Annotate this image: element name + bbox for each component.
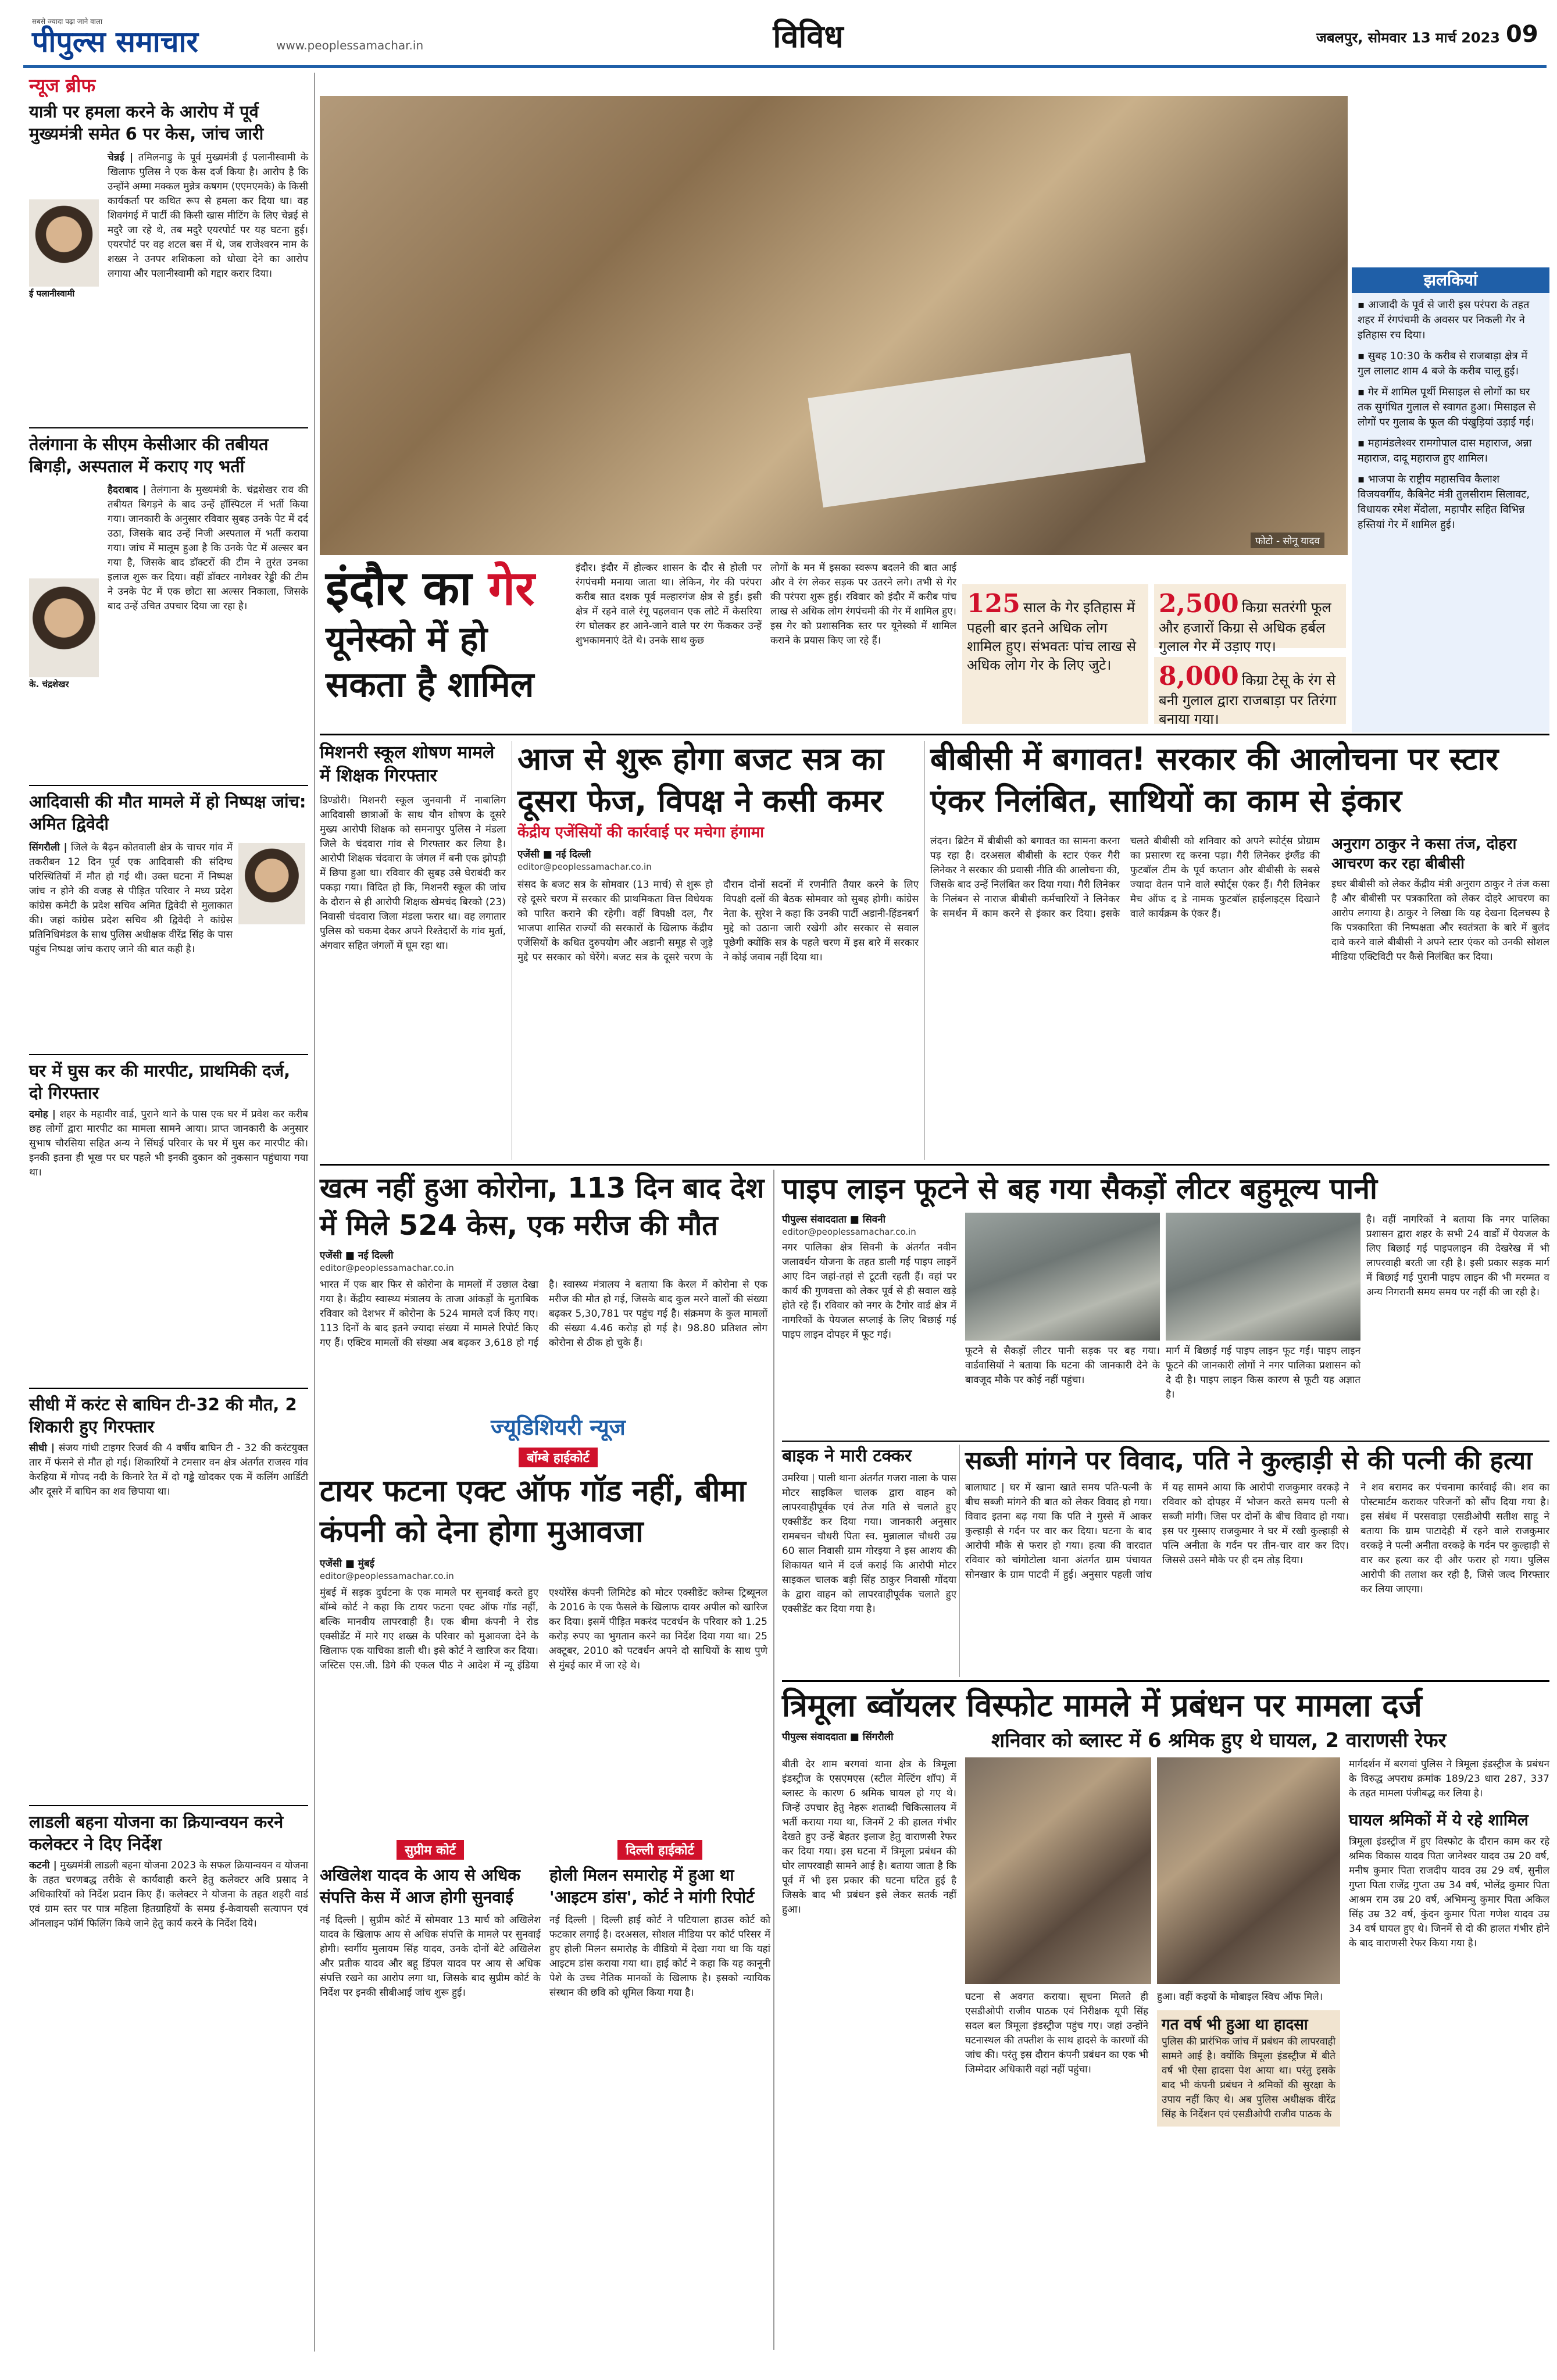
photo-caption: के. चंद्रशेखर (29, 679, 69, 689)
photo-palaniswami (29, 199, 99, 287)
story-body: मुंबई में सड़क दुर्घटना के एक मामले पर सुनवाई करते हुए बॉम्बे कोर्ट ने कहा कि टायर फटना एक्ट ऑफ गॉड नहीं, बल्कि मानवीय लापरवाही है। एक बीमा कंपनी ने रोड एक्सीडेंट में मारे गए शख्स के परिवार को मुआवजा देने के खिलाफ एक याचिका डाली थी। इसे कोर्ट ने खारिज कर दिया। जस्टिस एस.जी. डिगे की एकल पीठ ने आदेश में न्यू इंडिया एश्योरेंस कंपनी लिमिटेड को मोटर एक्सीडेंट क्लेम्स ट्रिब्यूनल के 2016 के एक फैसले के खिलाफ दायर अपील को खारिज कर दिया। इसमें पीड़ित मकरंद पटवर्धन के परिवार को 1.25 करोड़ रुपए का भुगतान करने का निर्देश दिया गया था। 25 अक्टूबर, 2010 को पटवर्धन अपने दो साथियों के साथ पुणे से मुंबई कार में जा रहे थे। (320, 1587, 767, 1671)
lead-body-col2: लोगों के मन में इसका स्वरूप बदलने की बात आई और वे रंग लेकर सड़क पर उतरने लगे। तभी से गेर की परंपरा शुरू हुई। रविवार को इंदौर में करीब पांच लाख से अधिक लोग रंगपंचमी की गेर में शामिल हुए। इस गेर को प्रशासनिक स्तर पर यूनेस्को में शामिल कराने के प्रयास किए जा रहे हैं। (770, 562, 956, 646)
story-body: लंदन। ब्रिटेन में बीबीसी को बगावत का सामना करना पड़ रहा है। दरअसल बीबीसी के स्टार एंकर गैरी लिनेकर ने सरकार की प्रवासी नीति की आलोचना की, जिसके बाद उन्हें निलंबित कर दिया गया। गैरी लिनेकर के निलंबन से नाराज बीबीसी कर्मचारियों ने लिनेकर के समर्थन में काम करने से इंकार कर दिया। इसके चलते बीबीसी को शनिवार को अपने स्पोर्ट्स प्रोग्राम का प्रसारण रद्द करना पड़ा। गैरी लिनेकर इंग्लैंड की फुटबॉल टीम के पूर्व कप्तान और बीबीसी के सबसे ज्यादा वेतन पाने वाले स्पोर्ट्स एंकर हैं। गैरी लिनेकर मैच ऑफ द डे नामक फुटबॉल हाईलाइट्स दिखाने वाले कार्यक्रम के एंकर हैं। (930, 835, 1320, 920)
brief-headline[interactable]: सीधी में करंट से बाघिन टी-32 की मौत, 2 शिकारी हुए गिरफ्तार (29, 1395, 297, 1436)
ambulance-shape (808, 353, 1146, 508)
lead-headline[interactable] (326, 561, 570, 730)
photo-pipeline-1[interactable] (965, 1213, 1160, 1341)
fact-box (962, 584, 1148, 724)
fact-number: 2,500 (1159, 589, 1239, 619)
email[interactable]: editor@peoplessamachar.co.in (320, 1263, 454, 1273)
sidebar-body: ने शव बरामद कर पंचनामा कार्रवाई की। शव का पोस्टमार्टम कराकर परिजनों को सौंप दिया गया है। इस संबंध में परसवाड़ा एसडीओपी सतीश साहू ने बताया कि ग्राम पाटादेही में रहने वाले राजकुमार वरकड़े ने पत्नी अनीता वरकड़े के गर्दन पर कुल्हाड़ी से वार कर हत्या कर दी और फरार हो गया। पुलिस आरोपी की तलाश कर रही है, जिसे जल्द गिरफ्तार कर लिया जाएगा। (1360, 1482, 1549, 1595)
brief-headline[interactable]: यात्री पर हमला करने के आरोप में पूर्व मुख्यमंत्री समेत 6 पर केस, जांच जारी (29, 102, 264, 144)
sidebar-headline[interactable]: अनुराग ठाकुर ने कसा तंज, दोहरा आचरण कर रहा बीबीसी (1331, 835, 1517, 873)
story-bike (782, 1445, 956, 1677)
photo-caption: मार्ग में बिछाई गई पाइप लाइन फूट गई। पाइप लाइन फूटने की जानकारी लोगों ने नगर पालिका प्रशासन को दे दी है। पाइप लाइन किस कारण से फूटी यह अज्ञात है। (1166, 1345, 1360, 1400)
injured-body: त्रिमूला इंडस्ट्रीज में हुए विस्फोट के दौरान काम कर रहे श्रमिक विकास यादव पिता जानेश्वर यादव उम्र 20 वर्ष, मनीष कुमार पिता राजदीप यादव उम्र 29 वर्ष, सुनील गुप्ता पिता राजेंद्र गुप्ता उम्र 34 वर्ष, भोलेंद्र कुमार पिता आश्रम राम उम्र 20 वर्ष, अभिमन्यु कुमार पिता अकिल सिंह उम्र 32 वर्ष, कुंदन कुमार पिता गणेश यादव उम्र 34 वर्ष घायल हुए थे। जिनमें से दो की हालत गंभीर होने के बाद वाराणसी रेफर किया गया है। (1349, 1836, 1549, 1949)
brief-label: न्यूज ब्रीफ (29, 74, 96, 97)
byline: एजेंसी ■ नई दिल्ली (320, 1250, 394, 1262)
story-headline[interactable]: बीबीसी में बगावत! सरकार की आलोचना पर स्टार एंकर निलंबित, साथियों का काम से इंकार (930, 741, 1499, 819)
sc-tag: सुप्रीम कोर्ट (397, 1840, 464, 1860)
story-headline[interactable]: मिशनरी स्कूल शोषण मामले में शिक्षक गिरफ्तार (320, 742, 495, 786)
logo[interactable]: पीपुल्स समाचार (32, 25, 198, 59)
jhalkiyan-box (1352, 267, 1549, 732)
story-body: घटना से अवगत कराया। सूचना मिलते ही एसडीओपी राजीव पाठक एवं निरीक्षक यूपी सिंह सदल बल त्रिमूला इंडस्ट्रीज पहुंच गए। जहां उन्होंने घटनास्थल की तफ्तीश के साथ हादसे के कारणों की जांच की। परंतु इस दौरान कंपनी प्रबंधन का एक भी जिम्मेदार अधिकारी वहां नहीं पहुंचा। (965, 1991, 1148, 2075)
sidebar-body: इधर बीबीसी को लेकर केंद्रीय मंत्री अनुराग ठाकुर ने तंज कसा है और बीबीसी पर पत्रकारिता को लेकर दोहरे आचरण का आरोप लगाया है। ठाकुर ने लिखा कि यह देखना दिलचस्प है कि पत्रकारिता की निष्पक्षता और स्वतंत्रता के बारे में बुलंद दावे करने वाले बीबीसी ने अपने स्टार एंकर को उनकी सोशल मीडिया एक्टिविटी पर कैसे निलंबित कर दिया। (1331, 878, 1549, 963)
jhalkiyan-item: ▪ सुबह 10:30 के करीब से राजबाड़ा क्षेत्र में गुल लालाट शाम 4 बजे के करीब चालू हुई। (1358, 350, 1528, 377)
story-body: डिण्डोरी। मिशनरी स्कूल जुनवानी में नाबालिग आदिवासी छात्राओं के साथ यौन शोषण के दूसरे मुख्य आरोपी शिक्षक को समनापुर पुलिस ने मंडला जिले के चंदवारा गांव से गिरफ्तार कर लिया है। आरोपी शिक्षक चंदवारा के जंगल में बनी एक झोपड़ी में छिपा हुआ था। रविवार की सुबह उसे घेराबंदी कर पकड़ा गया। विदित हो कि, मिशनरी स्कूल की जांच के दौरान से ही आरोपी शिक्षक खेमचंद बिरको (23) निवासी चंदवारा जिला मंडला फरार था। वह लगातार पुलिस को चकमा देकर अपने रिश्तेदारों के गांव मुर्ता, अंगवार सहित जंगलों में घूम रहा था। (320, 795, 506, 952)
brief-body: संजय गांधी टाइगर रिजर्व की 4 वर्षीय बाघिन टी - 32 की करंटयुक्त तार में फंसने से मौत हो गई। शिकारियों ने टमसार वन क्षेत्र अंतर्गत राजस्व गांव केरहिया में गोपद नदी के किनारे रेत में दो गड्ढे खोदकर एक में कलिंग आर्डिटी और दूसरे में बाघिन का शव छिपाया था। (29, 1442, 309, 1498)
brief-body: जिले के बैढ़न कोतवाली क्षेत्र के चाचर गांव में तकरीबन 12 दिन पूर्व एक आदिवासी की संदिग्ध परिस्थितियों में मौत हो गई थी। उक्त घटना में निष्पक्ष जांच न होने की वजह से पीड़ित परिवार ने मध्य प्रदेश कांग्रेस कमेटी के प्रदेश सचिव अमित द्विवेदी से मुलाकात की। जहां कांग्रेस प्रदेश सचिव श्री द्विवेदी ने कांग्रेस प्रतिनिधिमंडल के साथ पुलिस अधीक्षक वीरेंद्र सिंह के पास पहुंच निष्पक्ष जांच कराए जाने की बात कही है। (29, 842, 233, 955)
story-headline[interactable]: टायर फटना एक्ट ऑफ गॉड नहीं, बीमा कंपनी को देना होगा मुआवजा (320, 1474, 746, 1549)
story-akhilesh (320, 1840, 541, 2352)
pipeline-text (782, 1213, 956, 1415)
brief-headline[interactable]: आदिवासी की मौत मामले में हो निष्पक्ष जांच: अमित द्विवेदी (29, 792, 306, 834)
lead-headline-red: गेर (488, 561, 535, 616)
story-body: मार्गदर्शन में बरगवां पुलिस ने त्रिमूला इंडस्ट्रीज के प्रबंधन के विरुद्ध अपराध क्रमांक 189/23 धारा 287, 337 के तहत मामला पंजीबद्ध कर लिया है। (1349, 1759, 1549, 1799)
lead-headline-part1: इंदौर का (326, 561, 488, 616)
jhalkiyan-label: झलकियां (1352, 267, 1549, 293)
brief-headline[interactable]: तेलंगाना के सीएम केसीआर की तबीयत बिगड़ी, अस्पताल में कराए गए भर्ती (29, 434, 269, 476)
byline: एजेंसी ■ मुंबई (320, 1558, 375, 1570)
story-body: उमरिया | पाली थाना अंतर्गत गजरा नाला के पास मोटर साइकिल चालक द्वारा वाहन को लापरवाहीपूर्वक एवं तेज गति से चलाते हुए एक्सीडेंट कर दिया गया। जानकारी अनुसार रामबचन चौधरी पिता स्व. मुन्नालाल चौधरी उम्र 60 साल निवासी ग्राम गोरइया ने इस आशय की शिकायत थाने में दर्ज कराई कि आरोपी मोटर साइकल चालक बड़ी सिंह ठाकुर निवासी गोंदया के द्वारा वाहन को लापरवाहीपूर्वक चलाते हुए एक्सीडेंट कर दिया गया है। (782, 1473, 956, 1615)
brief-body: तेलंगाना के मुख्यमंत्री के. चंद्रशेखर राव की तबीयत बिगड़ने के बाद उन्हें हॉस्पिटल में भर्ती किया गया। जानकारी के अनुसार रविवार सुबह उनके पेट में दर्द उठा, जिसके बाद उन्हें निजी अस्पताल में भर्ती कराया गया। जांच में मालूम हुआ है कि उनके पेट में अल्सर बन गया है, जिसके बाद डॉक्टरों की टीम ने तुरंत उनका इलाज शुरू कर दिया। वहीं डॉक्टर नागेश्वर रेड्डी की टीम ने उनके पेट में एक छोटा सा अल्सर निकाला, जिसके बाद उन्हें उचित उपचार दिया जा रहा है। (108, 484, 308, 612)
fact-text: साल के गेर इतिहास में पहली बार इतने अधिक लोग शामिल हुए। संभवतः पांच लाख से अधिक लोग गेर के लिए जुटे। (967, 599, 1137, 673)
jhalkiyan-item: ▪ महामंडलेश्वर रामगोपाल दास महाराज, अन्ना महाराज, दादू महाराज हुए शामिल। (1358, 437, 1532, 464)
photo-kcr (29, 578, 99, 677)
story-body: बालाघाट | घर में खाना खाते समय पति-पत्नी के बीच सब्जी मांगने की बात को लेकर विवाद हो गया। विवाद इतना बढ़ गया कि पति ने गुस्से में आकर कुल्हाड़ी से गर्दन पर वार कर दिया। घटना के बाद आरोपी मौके से फरार हो गया। हत्या की वारदात रविवार को चांगोटोला थाना अंतर्गत ग्राम पंचायत सोनखार के ग्राम पाटदी में हुई। अनुसार पहली जांच में यह सामने आया कि आरोपी राजकुमार वरकड़े ने रविवार को दोपहर में भोजन करते समय पत्नी से सब्जी मांगी। जिस पर दोनों के बीच विवाद हो गया। इस पर गुस्साए राजकुमार ने घर में रखी कुल्हाड़ी से पत्नि अनीता के गर्दन पर तीन-चार वार कर दिए। जिससे उसने मौके पर ही दम तोड़ दिया। (965, 1482, 1349, 1581)
story-body: नगर पालिका क्षेत्र सिवनी के अंतर्गत नवीन जलावर्धन योजना के तहत डाली गई पाइप लाइनें आए दिन जहां-तहां से टूटती रहती हैं। वहां पर कार्य की गुणवत्ता को लेकर पूर्व से ही सवाल खड़े होते रहे हैं। रविवार को नगर के टैगोर वार्ड क्षेत्र में नागरिकों के पेयजल सप्लाई के लिए बिछाई गई पाइप लाइन दोपहर में फूट गई। (782, 1242, 956, 1341)
story-headline[interactable]: सब्जी मांगने पर विवाद, पति ने कुल्हाड़ी से की पत्नी की हत्या (965, 1446, 1533, 1475)
story-sabji (965, 1445, 1549, 1677)
photo-caption: ई पलानीस्वामी (29, 288, 75, 299)
fact-text: किग्रा टेसू के रंग से बनी गुलाल द्वारा राजबाड़ा पर तिरंगा बनाया गया। (1159, 672, 1337, 727)
dateline: जबलपुर, सोमवार 13 मार्च 2023 (1316, 30, 1500, 46)
photo-pipeline-2[interactable] (1166, 1213, 1360, 1341)
story-body: हुआ। वहीं कइयों के मोबाइल स्विच ऑफ मिले। (1157, 1991, 1323, 2003)
jhalkiyan-item: ▪ भाजपा के राष्ट्रीय महासचिव कैलाश विजयवर्गीय, कैबिनेट मंत्री तुलसीराम सिलावट, विधायक रमेश मेंदोला, महापौर सहित विभिन्न हस्तियां गेर में शामिल हुई। (1358, 473, 1530, 531)
story-headline[interactable]: खत्म नहीं हुआ कोरोना, 113 दिन बाद देश में मिले 524 केस, एक मरीज की मौत (320, 1172, 765, 1242)
judiciary-label: ज्यूडिशियरी न्यूज (491, 1414, 626, 1440)
site-url[interactable]: www.peoplessamachar.in (276, 38, 424, 52)
jhalkiyan-item: ▪ गेर में शामिल पूर्थी मिसाइल से लोगों का घर तक सुगंधित गुलाल से स्वागत हुआ। मिसाइल से लोगों पर गुलाब के फूल की पंखुड़ियां उड़ाई गई। (1358, 386, 1536, 428)
byline: पीपुल्स संवाददाता ■ सिंगरौली (782, 1731, 894, 1743)
masthead-tagline: सबसे ज्यादा पढ़ा जाने वाला (32, 17, 103, 26)
fact-number: 125 (967, 589, 1020, 619)
brief-dateline: सिंगरौली | (29, 842, 67, 853)
byline: एजेंसी ■ नई दिल्ली (517, 849, 591, 860)
story-body: बीती देर शाम बरगवां थाना क्षेत्र के त्रिमूला इंडस्ट्रीज के एसएमएस (स्टील मेल्टिंग शॉप) में ब्लास्ट के कारण 6 श्रमिक घायल हो गए थे। जिन्हें उपचार हेतु नेहरू शताब्दी चिकित्सालय में भर्ती कराया गया था, जिनमें 2 की हालत गंभीर देखते हुए उन्हें बेहतर इलाज हेतु वाराणसी रेफर कर दिया गया। इस घटना में त्रिमूला प्रबंधन की घोर लापरवाही सामने आई है। बताया जाता है कि पूर्व में भी इस प्रकार की घटना घटित हुई है जिसके बाद भी प्रबंधन इसे लेकर सतर्क नहीं हुआ। (782, 1759, 956, 1916)
photo-boiler-blast-2[interactable] (1157, 1757, 1340, 1984)
story-tyre (320, 1471, 767, 1796)
brief-dateline: दमोह | (29, 1109, 56, 1120)
brief-headline[interactable]: लाडली बहना योजना का क्रियान्वयन करने कलेक्टर ने दिए निर्देश (29, 1812, 284, 1854)
story-mission-school (320, 741, 506, 1160)
bbc-sidebar (1331, 834, 1549, 1160)
box-headline: गत वर्ष भी हुआ था हादसा (1162, 2016, 1308, 2034)
page-number: 09 (1506, 21, 1538, 48)
story-body: नई दिल्ली | दिल्ली हाई कोर्ट ने पटियाला हाउस कोर्ट को फटकार लगाई है। दरअसल, सोशल मीडिया पर कोर्ट परिसर में हुए होली मिलन समारोह के वीडियो में देखा गया था कि यहां आइटम डांस कराया गया था। हाई कोर्ट ने कहा कि यह कानूनी पेशे के उच्च नैतिक मानकों के खिलाफ है। इसको न्यायिक संस्थान की छवि को धूमिल किया गया है। (549, 1914, 770, 1999)
fact-box (1154, 657, 1346, 727)
jhalkiyan-item: ▪ आजादी के पूर्व से जारी इस परंपरा के तहत शहर में रंगपंचमी के अवसर पर निकली गेर ने इतिहास रच दिया। (1358, 299, 1530, 341)
story-bbc (930, 721, 1549, 1163)
brief-dateline: कटनी | (29, 1860, 57, 1871)
box-previous-accident (1157, 2010, 1340, 2127)
brief-item (29, 1060, 308, 1385)
brief-dateline: हैदराबाद | (108, 484, 147, 496)
brief-headline[interactable]: घर में घुस कर की मारपीट, प्राथमिकी दर्ज, दो गिरफ्तार (29, 1061, 291, 1103)
fact-box (1154, 584, 1346, 655)
trimula-col4 (1349, 1757, 1549, 2350)
brief-body: तमिलनाडु के पूर्व मुख्यमंत्री ई पलानीस्वामी के खिलाफ पुलिस ने एक केस दर्ज किया है। आरोप है कि उन्होंने अम्मा मक्कल मुन्नेत्र कषगम (एएमएमके) के किसी कार्यकर्ता पर कथित रूप से हमला कर दिया था। वह शिवगंगई में पार्टी की किसी खास मीटिंग के लिए चेन्नई से मदुरै जा रहे थे, तब मदुरै एयरपोर्ट पर यह घटना हुई। एयरपोर्ट पर वह शटल बस में थे, जब राजेश्वरन नाम के शख्स ने उनपर शशिकला को धोखा देने का आरोप लगाया और पलानीस्वामी को गद्दार करार दिया। (108, 152, 309, 280)
fact-number: 8,000 (1159, 662, 1239, 691)
masthead-rule (23, 65, 1547, 68)
email[interactable]: editor@peoplessamachar.co.in (517, 862, 652, 872)
story-corona (320, 1170, 767, 1414)
story-item-dance (549, 1840, 770, 2352)
photo-caption: फूटने से सैकड़ों लीटर पानी सड़क पर बह गया। वार्डवासियों ने बताया कि घटना की जानकारी देने के बावजूद मौके पर कोई नहीं पहुंचा। (965, 1345, 1160, 1386)
story-subhead: शनिवार को ब्लास्ट में 6 श्रमिक हुए थे घायल, 2 वाराणसी रेफर (991, 1729, 1447, 1752)
brief-body: शहर के महावीर वार्ड, पुराने थाने के पास एक घर में प्रवेश कर करीब छह लोगों द्वारा मारपीट का मामला सामने आया। प्राप्त जानकारी के अनुसार सुभाष चौरसिया सहित अन्य ने सिंघई परिवार के घर में घुस कर मारपीट की। इनकी इतना ही भूख पर घर पहले भी इनकी दुकान को नुकसान पहुंचाया गया था। (29, 1109, 308, 1178)
story-pipeline (782, 1170, 1549, 1437)
brief-dateline: चेन्नई | (108, 152, 134, 163)
email[interactable]: editor@peoplessamachar.co.in (782, 1227, 916, 1237)
brief-item (29, 433, 308, 782)
story-body: भारत में एक बार फिर से कोरोना के मामलों में उछाल देखा गया है। केंद्रीय स्वास्थ्य मंत्रालय के ताजा आंकड़ों के मुताबिक रविवार को देशभर में कोरोना के 524 मामले दर्ज किए गए। 113 दिनों के बाद इतने ज्यादा संख्या में मामले रिपोर्ट किए गए हैं। एक्टिव मामलों की संख्या अब बढ़कर 3,618 हो गई है। स्वास्थ्य मंत्रालय ने बताया कि केरल में कोरोना से एक मरीज की मौत हो गई, जिसके बाद कुल मरने वालों की संख्या बढ़कर 5,30,781 पर पहुंच गई है। संक्रमण के कुल मामलों की संख्या 4.46 करोड़ हो गई है। 98.80 प्रतिशत लोग कोरोना से ठीक हो चुके हैं। (320, 1279, 767, 1349)
photo-credit: फोटो - सोनू यादव (1251, 533, 1324, 548)
brief-dateline: सीधी | (29, 1442, 55, 1454)
story-body: संसद के बजट सत्र के सोमवार (13 मार्च) से शुरू हो रहे दूसरे चरण में सरकार की प्राथमिकता वित्त विधेयक को पारित कराने की रहेगी। वहीं विपक्षी दल, गैर भाजपा शासित राज्यों की सरकारों के खिलाफ केंद्रीय एजेंसियों के कथित दुरुपयोग और अडानी समूह से जुड़े मुद्दे पर सरकार को घेरेंगे। बजट सत्र के दूसरे चरण के दौरान दोनों सदनों में रणनीति तैयार करने के लिए विपक्षी दलों की बैठक सोमवार को सुबह होगी। कांग्रेस नेता के. सुरेश ने कहा कि उनकी पार्टी अडानी-हिंडनबर्ग मुद्दे को उठाना जारी रखेगी और सरकार से सवाल पूछेगी क्योंकि सत्र के पहले चरण में इस बारे में सरकार ने कोई जवाब नहीं दिया था। (517, 879, 919, 963)
story-body: नई दिल्ली | सुप्रीम कोर्ट में सोमवार 13 मार्च को अखिलेश यादव के खिलाफ आय से अधिक संपत्ति के मामले पर सुनवाई होगी। स्वर्गीय मुलायम सिंह यादव, उनके दोनों बेटे अखिलेश और प्रतीक यादव और बहू डिंपल यादव पर आय से अधिक संपत्ति रखने का आरोप लगा था, जिसके बाद सुप्रीम कोर्ट के निर्देश पर इनकी सीबीआई जांच शुरू हुई। (320, 1914, 541, 1999)
brief-item (29, 1393, 308, 1742)
news-brief-column (29, 73, 308, 2363)
sidebar-body: है। वहीं नागरिकों ने बताया कि नगर पालिका प्रशासन द्वारा शहर के सभी 24 वार्डों में पेयजल के लिए बिछाई गई पाइपलाइन की देखरेख में भी लापरवाही बरती जा रही है। इसी प्रकार सड़क मार्ग में बिछाई गई पुरानी पाइप लाइन की भी मरम्मत व अन्य निगरानी समय समय पर नहीं की जा रही है। (1366, 1214, 1549, 1298)
story-headline[interactable]: त्रिमूला ब्वॉयलर विस्फोट मामले में प्रबंधन पर मामला दर्ज (782, 1687, 1422, 1724)
email[interactable]: editor@peoplessamachar.co.in (320, 1571, 454, 1581)
bombay-hc-tag: बॉम्बे हाईकोर्ट (494, 1448, 622, 1468)
brief-item (29, 101, 308, 426)
byline: पीपुल्स संवाददाता ■ सिवनी (782, 1214, 885, 1225)
story-budget (517, 721, 919, 1163)
section-title: विविध (773, 18, 844, 55)
brief-item (29, 791, 308, 1052)
story-subhead: केंद्रीय एजेंसियों की कार्रवाई पर मचेगा हंगामा (517, 824, 764, 841)
story-trimula (782, 1685, 1549, 2353)
story-headline[interactable]: बाइक ने मारी टक्कर (782, 1446, 912, 1466)
lead-photo-ger-crowd[interactable] (320, 96, 1348, 555)
jhalkiyan-list (1352, 293, 1549, 543)
trimula-col3 (1157, 1990, 1340, 2350)
photo-boiler-blast-1[interactable] (965, 1757, 1151, 1984)
lead-body-col1: इंदौर। इंदौर में होल्कर शासन के दौर से होली पर रंगपंचमी मनाया जाता था। लेकिन, गेर की परंपरा करीब सात दशक पूर्व मल्हारगंज क्षेत्र से हुई। इसी क्षेत्र में रहने वाले रंगू पहलवान एक लोटे में केसरिया रंग घोलकर हर आने-जाने वाले पर रंग फेंककर उन्हें शुभकामनाएं देते थे। उनके साथ कुछ (576, 562, 762, 646)
fact-text: किग्रा सतरंगी फूल और हजारों किग्रा से अधिक हर्बल गुलाल गेर में उड़ाए गए। (1159, 599, 1331, 655)
photo-amit-dwivedi (238, 843, 305, 924)
story-headline[interactable]: आज से शुरू होगा बजट सत्र का दूसरा फेज, विपक्ष ने कसी कमर (517, 741, 884, 819)
injured-headline: घायल श्रमिकों में ये रहे शामिल (1349, 1810, 1529, 1829)
brief-body: मुख्यमंत्री लाडली बहना योजना 2023 के सफल क्रियान्वयन व योजना के तहत चरणबद्ध तरीके से कार्यवाही करने हेतु कलेक्टर अवि प्रसाद ने अधिकारियों को निर्देश प्रदान किए हैं। कलेक्टर ने योजना के तहत शहरी वार्ड एवं ग्राम स्तर पर पात्र महिला हितग्राहियों के समग्र ई-केवायसी सत्यापन एवं ऑनलाइन फॉर्म फिलिंग किये जाने हेतु कार्य करने के निर्देश दिये। (29, 1860, 308, 1929)
brief-item (29, 1811, 308, 2334)
dh-tag: दिल्ली हाईकोर्ट (617, 1840, 702, 1860)
story-headline[interactable]: पाइप लाइन फूटने से बह गया सैकड़ों लीटर बहुमूल्य पानी (782, 1172, 1377, 1206)
story-headline[interactable]: होली मिलन समारोह में हुआ था 'आइटम डांस', कोर्ट ने मांगी रिपोर्ट (549, 1866, 755, 1907)
lead-headline-part2: यूनेस्को में हो सकता है शामिल (326, 619, 534, 705)
story-headline[interactable]: अखिलेश यादव के आय से अधिक संपत्ति केस में आज होगी सुनवाई (320, 1866, 520, 1907)
box-body: पुलिस की प्रारंभिक जांच में प्रबंधन की लापरवाही सामने आई है। क्योंकि त्रिमूला इंडस्ट्रीज में बीते वर्ष भी ऐसा हादसा पेश आया था। परंतु इसके बाद भी कंपनी प्रबंधन ने श्रमिकों की सुरक्षा के उपाय नहीं किए थे। अब पुलिस अधीक्षक वीरेंद्र सिंह के निर्देशन एवं एसडीओपी राजीव पाठक के (1162, 2036, 1335, 2120)
